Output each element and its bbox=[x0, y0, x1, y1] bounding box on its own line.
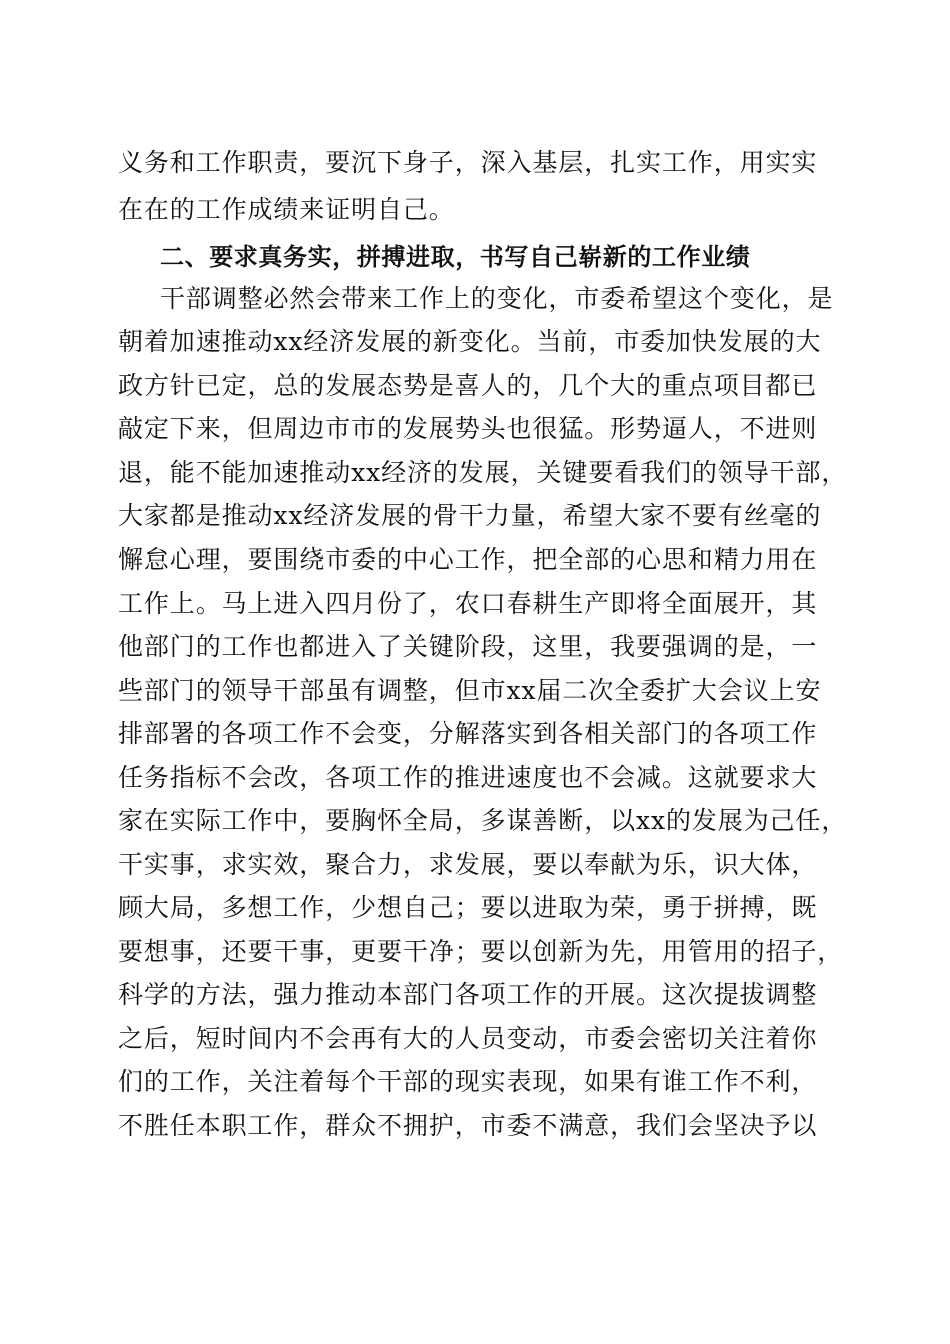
body-text-line: 不胜任本职工作，群众不拥护，市委不满意，我们会坚决予以 bbox=[118, 1111, 818, 1140]
body-text-line: 他部门的工作也都进入了关键阶段，这里，我要强调的是，一 bbox=[118, 632, 818, 661]
body-text-line: 们的工作，关注着每个干部的现实表现，如果有谁工作不利， bbox=[118, 1067, 818, 1096]
body-text-line: 退，能不能加速推动xx经济的发展，关键要看我们的领导干部， bbox=[118, 458, 848, 487]
body-text-line: 要想事，还要干事，更要干净；要以创新为先，用管用的招子， bbox=[118, 937, 844, 966]
body-text-line: 政方针已定，总的发展态势是喜人的，几个大的重点项目都已 bbox=[118, 371, 818, 400]
body-text-line: 排部署的各项工作不会变，分解落实到各相关部门的各项工作 bbox=[118, 719, 818, 748]
body-text-line: 之后，短时间内不会再有大的人员变动，市委会密切关注着你 bbox=[118, 1024, 818, 1053]
body-text-line: 懈怠心理，要围绕市委的中心工作，把全部的心思和精力用在 bbox=[118, 545, 818, 574]
body-text-line: 朝着加速推动xx经济发展的新变化。当前，市委加快发展的大 bbox=[118, 327, 822, 356]
body-text-line: 工作上。马上进入四月份了，农口春耕生产即将全面展开，其 bbox=[118, 589, 818, 618]
section-heading: 二、要求真务实，拼搏进取，书写自己崭新的工作业绩 bbox=[160, 243, 751, 271]
body-text-line: 干实事，求实效，聚合力，求发展，要以奉献为乐，识大体， bbox=[118, 850, 818, 879]
paragraph-first-line: 干部调整必然会带来工作上的变化，市委希望这个变化，是 bbox=[160, 284, 834, 313]
body-text-line: 在在的工作成绩来证明自己。 bbox=[118, 195, 455, 224]
body-text-line: 敲定下来，但周边市市的发展势头也很猛。形势逼人，不进则 bbox=[118, 414, 818, 443]
body-text-line: 大家都是推动xx经济发展的骨干力量，希望大家不要有丝毫的 bbox=[118, 501, 822, 530]
body-text-line: 任务指标不会改，各项工作的推进速度也不会减。这就要求大 bbox=[118, 763, 818, 792]
body-text-line: 科学的方法，强力推动本部门各项工作的开展。这次提拔调整 bbox=[118, 980, 818, 1009]
body-text-line: 些部门的领导干部虽有调整，但市xx届二次全委扩大会议上安 bbox=[118, 676, 822, 705]
body-text-line: 家在实际工作中，要胸怀全局，多谋善断，以xx的发展为己任， bbox=[118, 806, 848, 835]
body-text-line: 顾大局，多想工作，少想自己；要以进取为荣，勇于拼搏，既 bbox=[118, 893, 818, 922]
body-text-line: 义务和工作职责，要沉下身子，深入基层，扎实工作，用实实 bbox=[118, 148, 818, 177]
